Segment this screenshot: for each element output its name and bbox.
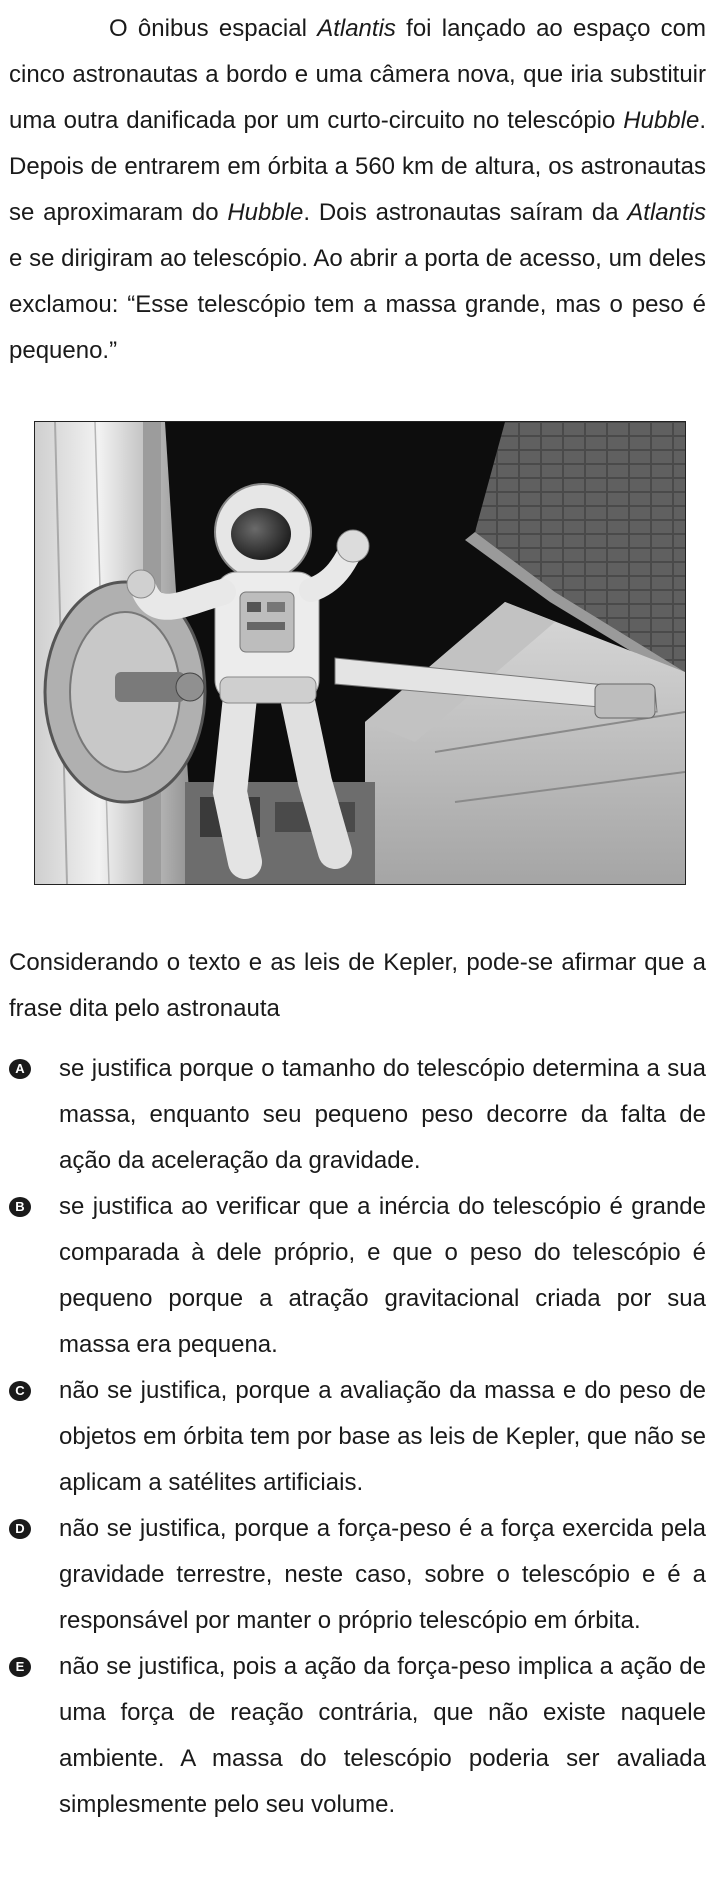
option-b[interactable] bbox=[9, 1184, 706, 1368]
option-letter-badge: C bbox=[9, 1381, 31, 1401]
passage-part-5: e se dirigiram ao telescópio. Ao abrir a porta de acesso, um deles exclamou: “Esse telescópio tem a massa grande, mas o peso é pequeno.” bbox=[9, 245, 706, 364]
option-letter-badge: E bbox=[9, 1657, 31, 1677]
ship-name: Atlantis bbox=[317, 15, 396, 42]
astronaut-photo bbox=[34, 421, 686, 885]
option-text: não se justifica, porque a força-peso é a força exercida pela gravidade terrestre, neste caso, sobre o telescópio e é a responsável por manter o próprio telescópio em órbita. bbox=[59, 1515, 706, 1634]
passage-part-4: . Dois astronautas saíram da bbox=[303, 199, 628, 226]
passage-part-1: O ônibus espacial bbox=[109, 15, 318, 42]
ship-name: Atlantis bbox=[627, 199, 706, 226]
option-text: não se justifica, porque a avaliação da massa e do peso de objetos em órbita tem por base as leis de Kepler, que não se aplicam a satélites artificiais. bbox=[59, 1377, 706, 1496]
astronaut-photo-illustration bbox=[35, 422, 685, 884]
option-d[interactable] bbox=[9, 1506, 706, 1644]
option-letter-badge: B bbox=[9, 1197, 31, 1217]
option-text: se justifica porque o tamanho do telescópio determina a sua massa, enquanto seu pequeno peso decorre da falta de ação da aceleração da gravidade. bbox=[59, 1055, 706, 1174]
option-text: não se justifica, pois a ação da força-peso implica a ação de uma força de reação contrária, que não existe naquele ambiente. A massa do telescópio poderia ser avaliada simplesmente pelo seu volume. bbox=[59, 1653, 706, 1818]
question-stem: Considerando o texto e as leis de Kepler, pode-se afirmar que a frase dita pelo astronauta bbox=[9, 949, 706, 1022]
telescope-name: Hubble bbox=[623, 107, 700, 134]
option-e[interactable] bbox=[9, 1644, 706, 1828]
option-letter-badge: D bbox=[9, 1519, 31, 1539]
passage-part-2: foi lançado ao espaço com cinco astronautas a bordo e uma câmera nova, que iria substituir uma outra danificada por um curto-circuito no telescópio bbox=[9, 15, 706, 134]
option-c[interactable] bbox=[9, 1368, 706, 1506]
telescope-name: Hubble bbox=[227, 199, 304, 226]
option-text: se justifica ao verificar que a inércia do telescópio é grande comparada à dele próprio, e que o peso do telescópio é pequeno porque a atração gravitacional criada por sua massa era pequena. bbox=[59, 1193, 706, 1358]
passage-text bbox=[9, 0, 706, 374]
answer-options bbox=[9, 1046, 706, 1828]
option-a[interactable] bbox=[9, 1046, 706, 1184]
question-page bbox=[9, 0, 706, 1818]
passage-part-3: . Depois de entrarem em órbita a 560 km de altura, os astronautas se aproximaram do bbox=[9, 107, 706, 226]
option-letter-badge: A bbox=[9, 1059, 31, 1079]
